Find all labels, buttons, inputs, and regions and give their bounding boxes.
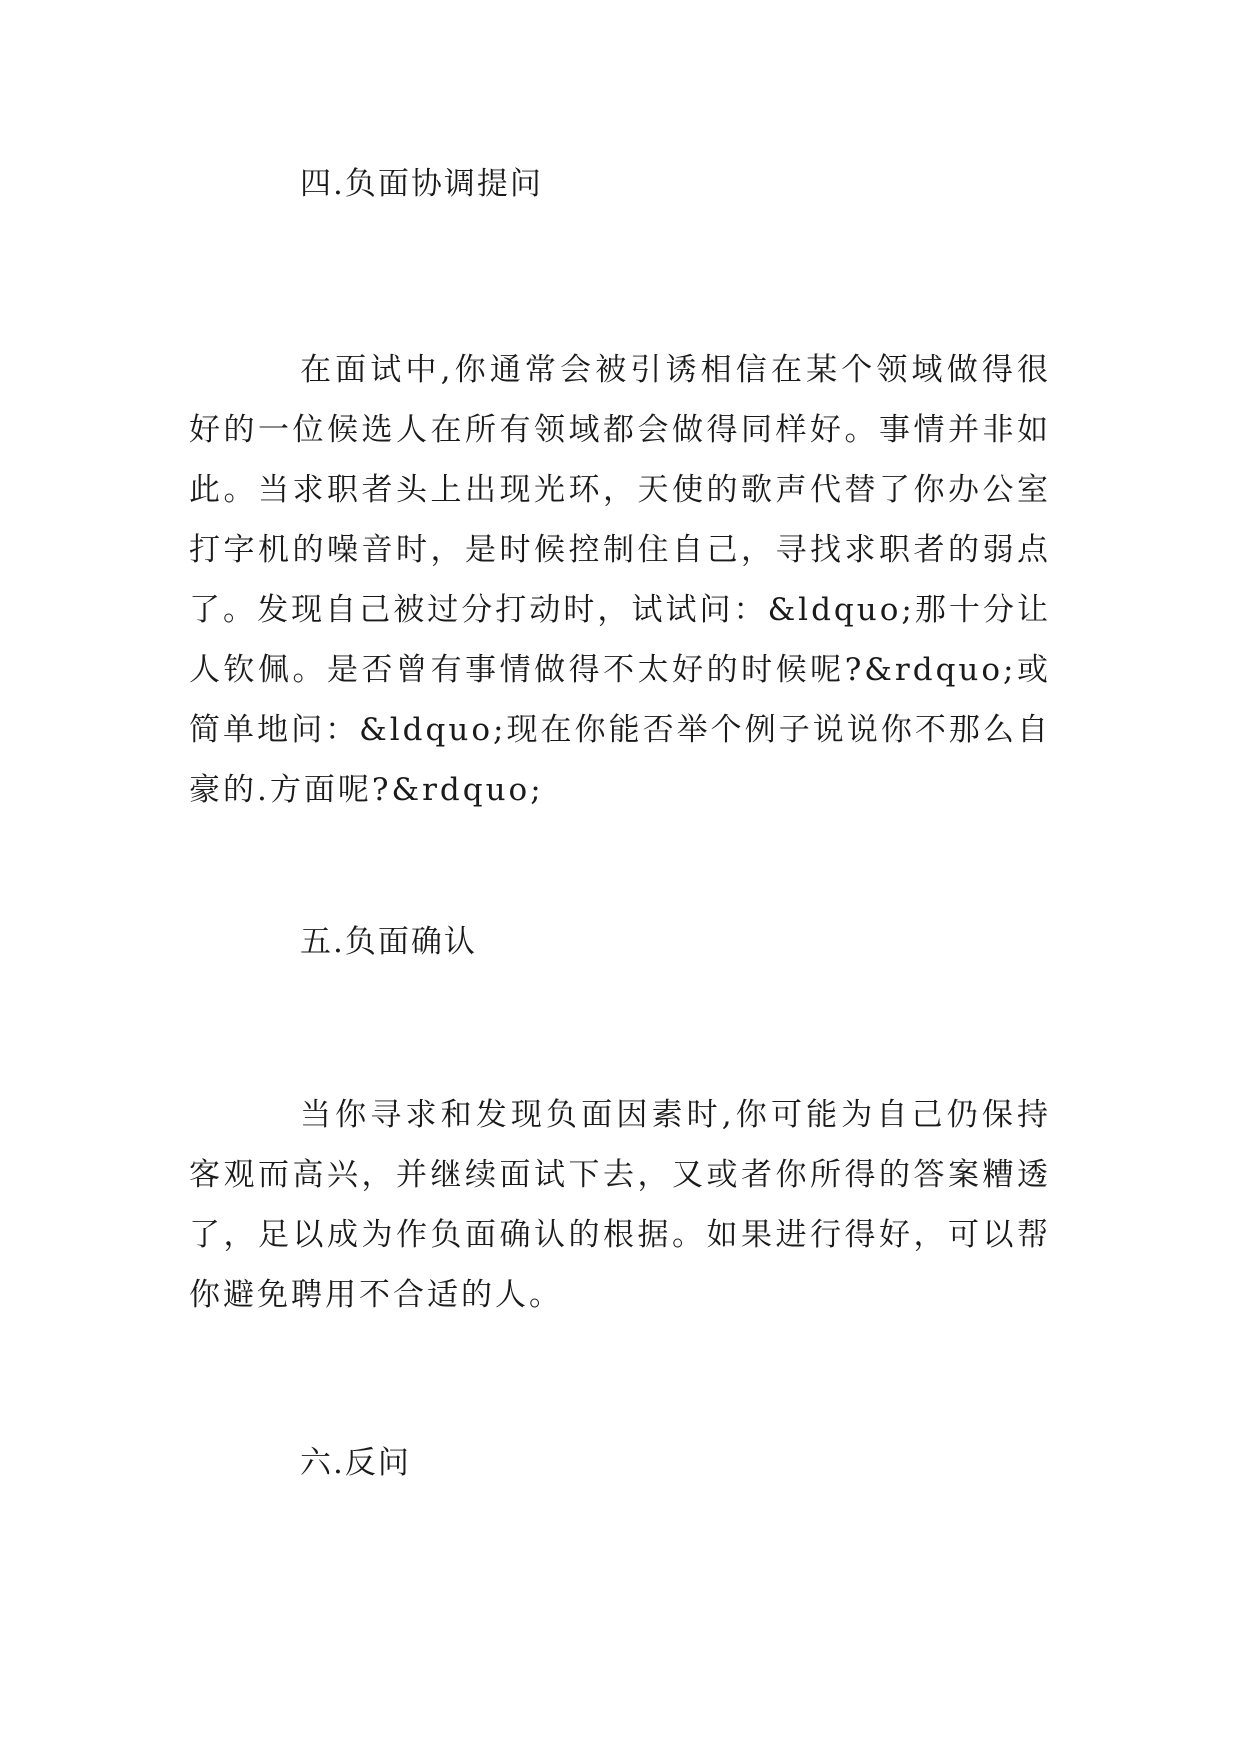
section-heading-5: 五.负面确认 [300, 924, 477, 960]
section-heading-6: 六.反问 [300, 1445, 411, 1481]
section-paragraph-5: 当你寻求和发现负面因素时,你可能为自己仍保持客观而高兴，并继续面试下去，又或者你所得的答案糟透了，足以成为作负面确认的根据。如果进行得好，可以帮你避免聘用不合适的人。 [189, 1097, 1051, 1313]
section-heading-4: 四.负面协调提问 [300, 166, 543, 202]
section-paragraph-4: 在面试中,你通常会被引诱相信在某个领域做得很好的一位候选人在所有领域都会做得同样好。事情并非如此。当求职者头上出现光环，天使的歌声代替了你办公室打字机的噪音时，是时候控制住自己，寻找求职者的弱点了。发现自己被过分打动时，试试问：&ldquo;那十分让人钦佩。是否曾有事情做得不太好的时候呢?&rdquo;或简单地问：&ldquo;现在你能否举个例子说说你不那么自豪的.方面呢?&rdquo; [189, 352, 1051, 808]
